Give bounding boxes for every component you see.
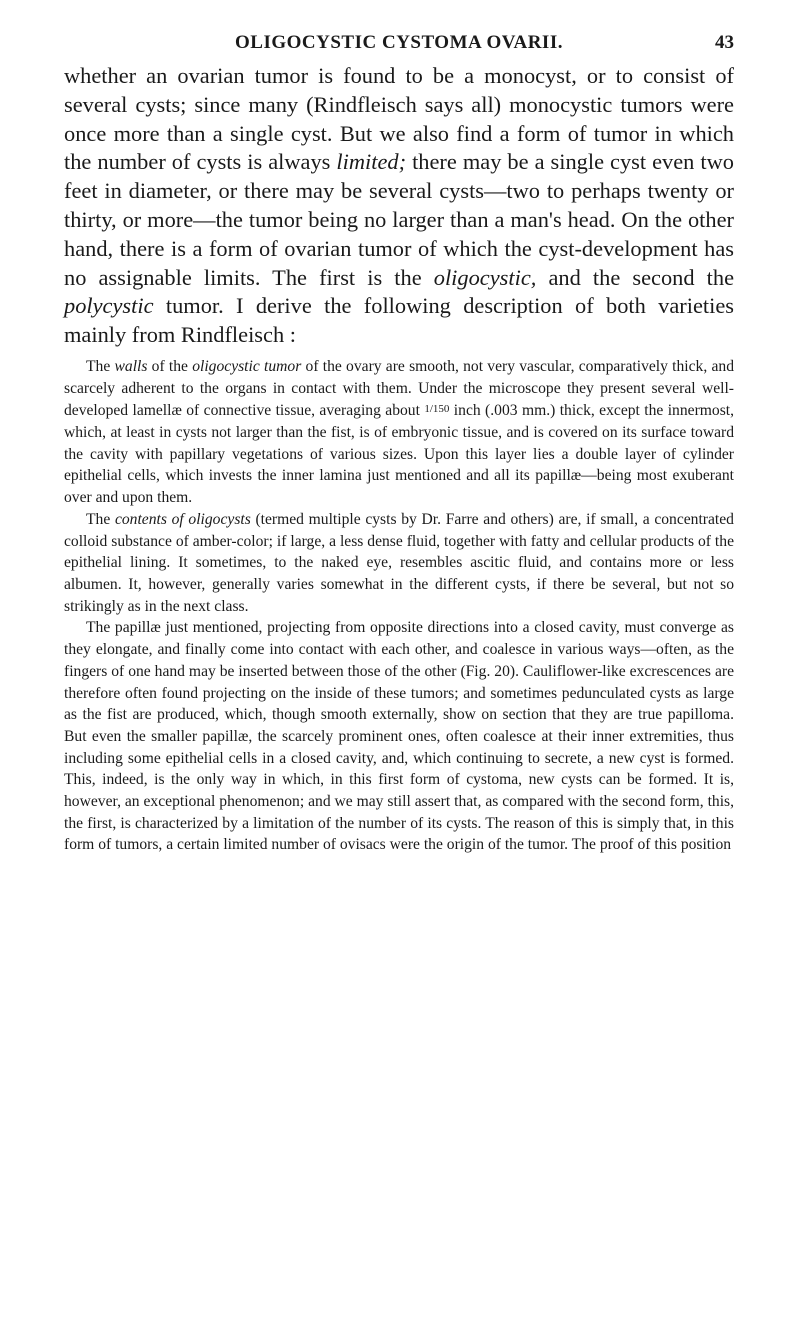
paragraph-walls	[64, 356, 734, 509]
lead-text-2: there may be a single cyst even two feet in diameter, or there may be several cysts—two to perhaps twenty or thirty, or more—the tumor being no larger than a man's head. On the other hand, there is a form of ovarian tumor of which the cyst-development has no assignable limits. The first is the	[64, 149, 734, 290]
lead-text-4: tumor. I derive the following description of both varieties mainly from Rindfleisch :	[64, 293, 734, 348]
paragraph-papillae: The papillæ just mentioned, projecting from opposite directions into a closed cavity, must converge as they elongate, and finally come into contact with each other, and coalesce in various ways—often, as the fingers of one hand may be inserted between those of the other (Fig. 20). Cauliflower-like excrescences are therefore often found projecting on the inside of these tumors; and sometimes pedunculated cysts as large as the fist are produced, which, though smooth externally, show on section that they are true papilloma. But even the smaller papillæ, the scarcely prominent ones, often coalesce at their inner extremities, thus including some epithelial cells in a closed cavity, and, which continuing to secrete, a new cyst is formed. This, indeed, is the only way in which, in this first form of cystoma, new cysts can be formed. It is, however, an exceptional phenomenon; and we may still assert that, as compared with the second form, this, the first, is characterized by a limitation of the number of its cysts. The reason of this is simply that, in this form of tumors, a certain limited number of ovisacs were the origin of the tumor. The proof of this position	[64, 619, 734, 854]
walls-text-d: inch (.003 mm.) thick, except the innermost, which, at least in cysts not larger than the fist, is of embryonic tissue, and is covered on its surface toward the cavity with papillary vegetations of various sizes. Upon this layer lies a double layer of cylinder epithelial cells, which invests the inner lamina just mentioned and all its papillæ—being most exuberant over and upon them.	[64, 402, 734, 507]
page-header	[64, 0, 734, 62]
quoted-description	[64, 356, 734, 856]
walls-italic-tumor: oligocystic tumor	[192, 357, 302, 375]
lead-text-1: whether an ovarian tumor is found to be a monocyst, or to consist of several cysts; since many (Rindfleisch says all) monocystic tumors were once more than a single cyst. But we also find a form of tumor in which the number of cysts is always	[64, 63, 734, 175]
lead-italic-polycystic: polycystic	[64, 293, 154, 319]
contents-text-a: The	[86, 510, 115, 528]
walls-text-b: of the	[147, 357, 193, 375]
lead-text-3: and the second the	[536, 264, 735, 290]
lead-italic-oligocystic: oligocystic,	[433, 264, 537, 290]
contents-text-b: (termed multiple cysts by Dr. Farre and others) are, if small, a concentrated colloid substance of amber-color; if large, a less dense fluid, together with fatty and cellular products of the epithelial lining. It sometimes, to the naked eye, resembles ascitic fluid, and contains more or less albumen. It, however, generally varies somewhat in the different cysts, if there be several, but not so strikingly as in the next class.	[64, 510, 734, 615]
lead-paragraph	[64, 62, 734, 350]
running-title: OLIGOCYSTIC CYSTOMA OVARII.	[235, 32, 563, 53]
fraction: 1/150	[424, 403, 450, 416]
paragraph-contents	[64, 509, 734, 618]
walls-italic-walls: walls	[114, 357, 148, 375]
walls-text-a: The	[86, 357, 115, 375]
page-number: 43	[715, 32, 734, 53]
walls-text-c: of the ovary are smooth, not very vascular, comparatively thick, and scarcely adherent to the organs in contact with them. Under the microscope they present several well-developed lamellæ of connective tissue, averaging about	[64, 357, 734, 420]
lead-italic-limited: limited;	[336, 149, 407, 175]
contents-italic: contents of oligocysts	[114, 510, 251, 528]
